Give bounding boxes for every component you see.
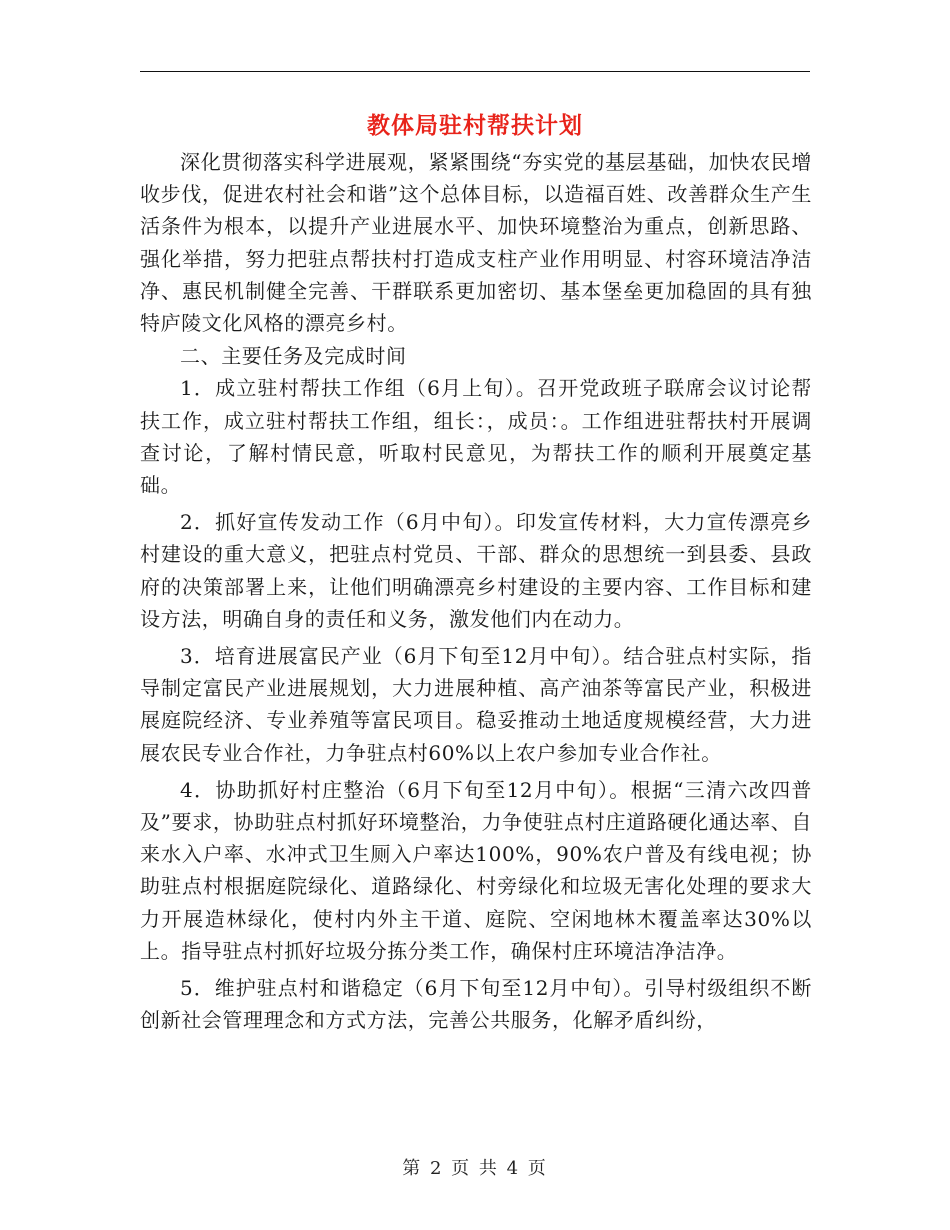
paragraph-intro: 深化贯彻落实科学进展观，紧紧围绕“夯实党的基层基础，加快农民增收步伐，促进农村社会和谐”这个总体目标，以造福百姓、改善群众生产生活条件为根本，以提升产业进展水平、加快环境整治为重点，创新思路、强化举措，努力把驻点帮扶村打造成支柱产业作用明显、村容环境洁净洁净、惠民机制健全完善、干群联系更加密切、基本堡垒更加稳固的具有独特庐陵文化风格的漂亮乡村。 [140,150,812,336]
paragraph-task-3: 3．培育进展富民产业（6月下旬至12月中旬）。结合驻点村实际，指导制定富民产业进展规划，大力进展种植、高产油茶等富民产业，积极进展庭院经济、专业养殖等富民项目。稳妥推动土地适度规模经营，大力进展农民专业合作社，力争驻点村60%以上农户参加专业合作社。 [140,644,812,765]
document-body [140,146,812,1036]
paragraph-task-5: 5．维护驻点村和谐稳定（6月下旬至12月中旬）。引导村级组织不断创新社会管理理念和方式方法，完善公共服务，化解矛盾纠纷， [140,976,812,1033]
paragraph-task-2: 2．抓好宣传发动工作（6月中旬）。印发宣传材料，大力宣传漂亮乡村建设的重大意义，把驻点村党员、干部、群众的思想统一到县委、县政府的决策部署上来，让他们明确漂亮乡村建设的主要内容、工作目标和建设方法，明确自身的责任和义务，激发他们内在动力。 [140,510,812,631]
paragraph-task-4: 4．协助抓好村庄整治（6月下旬至12月中旬）。根据“三清六改四普及”要求，协助驻点村抓好环境整治，力争使驻点村庄道路硬化通达率、自来水入户率、水冲式卫生厕入户率达100%，90%农户普及有线电视；协助驻点村根据庭院绿化、道路绿化、村旁绿化和垃圾无害化处理的要求大力开展造林绿化，使村内外主干道、庭院、空闲地林木覆盖率达30%以上。指导驻点村抓好垃圾分拣分类工作，确保村庄环境洁净洁净。 [140,777,812,963]
section-heading-main-tasks: 二、主要任务及完成时间 [180,344,407,369]
document-title: 教体局驻村帮扶计划 [367,112,583,139]
page-number-footer: 第 2 页 共 4 页 [402,1158,548,1179]
paragraph-task-1: 1．成立驻村帮扶工作组（6月上旬）。召开党政班子联席会议讨论帮扶工作，成立驻村帮扶工作组，组长：，成员：。工作组进驻帮扶村开展调查讨论，了解村情民意，听取村民意见，为帮扶工作的顺利开展奠定基础。 [140,376,812,498]
header-rule [140,71,810,72]
